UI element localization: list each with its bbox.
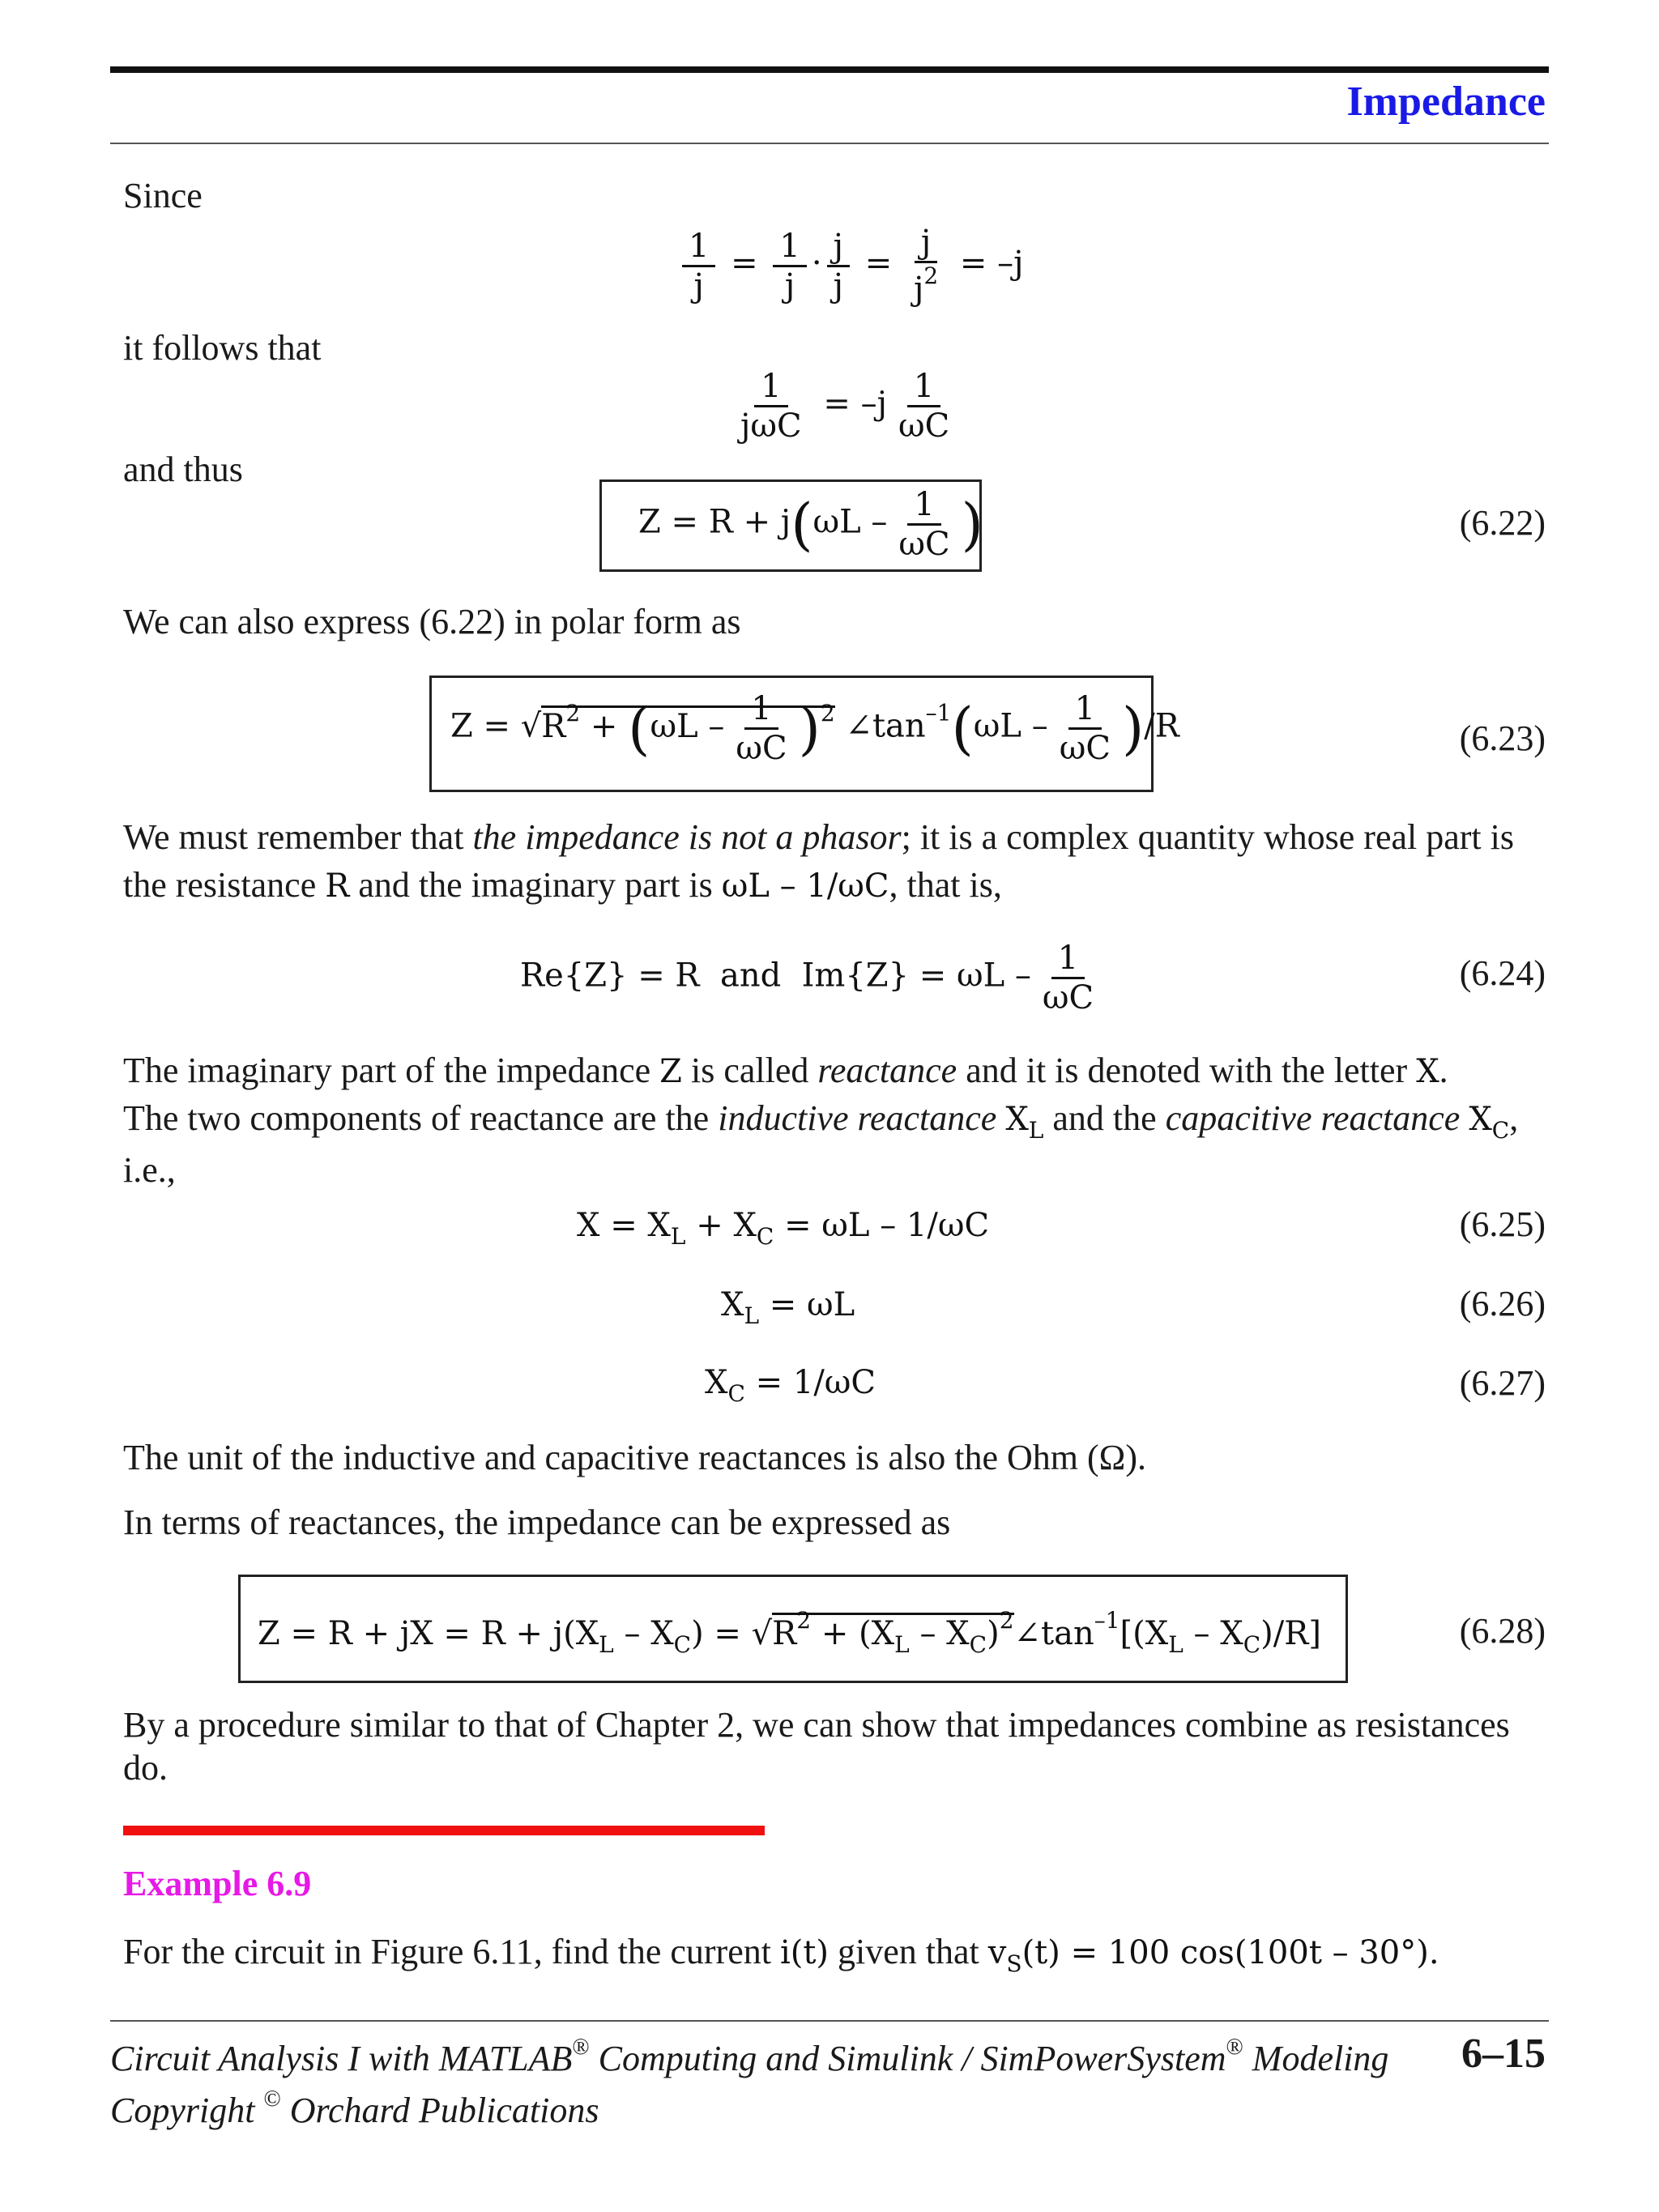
header-title: Impedance xyxy=(1346,79,1546,125)
example-rule xyxy=(123,1826,765,1835)
footer-book-title: Circuit Analysis I with MATLAB® Computing and Simulink / SimPowerSystem® Modeling xyxy=(110,2035,1389,2078)
text-and-thus: and thus xyxy=(123,450,243,489)
paragraph-procedure: By a procedure similar to that of Chapter 2, we can show that impedances combine as resistances do. xyxy=(123,1705,1510,1788)
equation-6-23: $Z = √R^2 + (\omega L$ – $\frac{1}{\omega C}$ )$^2$ $\angle\tan^{-1}(\omega L$ – $\frac{1}{\omega C}$ )/R xyxy=(450,690,1179,767)
eq-number-6-28: (6.28) xyxy=(1459,1611,1546,1651)
equation-one-over-j: $\frac{1}{j}$ = $\frac{1}{j}$ · $\frac{j}{j}$ = $\frac{j}{j^2}$ = –j xyxy=(677,224,1024,308)
equation-6-27: $X_C = 1/\omega C$ xyxy=(705,1364,876,1407)
eq-number-6-26: (6.26) xyxy=(1459,1284,1546,1323)
text-unit: The unit of the inductive and capacitive reactances is also the Ohm (Ω). xyxy=(123,1438,1147,1477)
eq-number-6-24: (6.24) xyxy=(1459,953,1546,993)
equation-capacitor: $\frac{1}{\text{jωC}}$ = –j $\frac{1}{\omega C}$ xyxy=(740,368,950,445)
paragraph-reactance: The imaginary part of the impedance Z is called reactance and it is denoted with the letter X. The two components of reactance are the inductive reactance $X_L$ and the capacitive reactance $X_C$, i.e., xyxy=(123,1051,1519,1191)
paragraph-remember: We must remember that the impedance is not a phasor; it is a complex quantity whose real part is the resistance R and the imaginary part is ωL – 1/ωC, that is, xyxy=(123,817,1514,906)
text-polar-intro: We can also express (6.22) in polar form as xyxy=(123,602,741,641)
equation-6-22: Z = R + j(ωL – $\frac{1}{\omega C}$ ) xyxy=(638,486,983,563)
equation-6-26: $X_L = \omega L$ xyxy=(721,1286,855,1329)
eq-number-6-25: (6.25) xyxy=(1459,1204,1546,1244)
text-it-follows: it follows that xyxy=(123,328,322,368)
footer-rule xyxy=(110,2020,1549,2022)
text-since: Since xyxy=(123,176,203,215)
header-bottom-rule xyxy=(110,143,1549,144)
header-top-rule xyxy=(110,66,1549,73)
example-title: Example 6.9 xyxy=(123,1864,312,1903)
text-in-terms: In terms of reactances, the impedance can be expressed as xyxy=(123,1502,951,1542)
equation-6-28: Z = R + jX = $R + j(X_L - X_C) = √R^2 + (X_L$ – $X_C)^2\angle\tan^{-1}[(X_L - X_C)/R]$ xyxy=(258,1607,1321,1658)
eq-number-6-23: (6.23) xyxy=(1459,718,1546,758)
footer-copyright: Copyright © Orchard Publications xyxy=(110,2086,599,2130)
page-number: 6–15 xyxy=(1461,2031,1546,2077)
equation-6-25: $X = X_L + X_C = \omega L - 1/\omega C$ xyxy=(577,1207,990,1250)
equation-6-24: Re{Z} = R and Im{Z} = ωL – $\frac{1}{\omega C}$ xyxy=(520,940,1094,1016)
eq-number-6-22: (6.22) xyxy=(1459,503,1546,543)
example-statement: For the circuit in Figure 6.11, find the current i(t) given that $v_S(t) = 100$ cos(100t – 30°). xyxy=(123,1932,1439,1977)
eq-number-6-27: (6.27) xyxy=(1459,1363,1546,1403)
